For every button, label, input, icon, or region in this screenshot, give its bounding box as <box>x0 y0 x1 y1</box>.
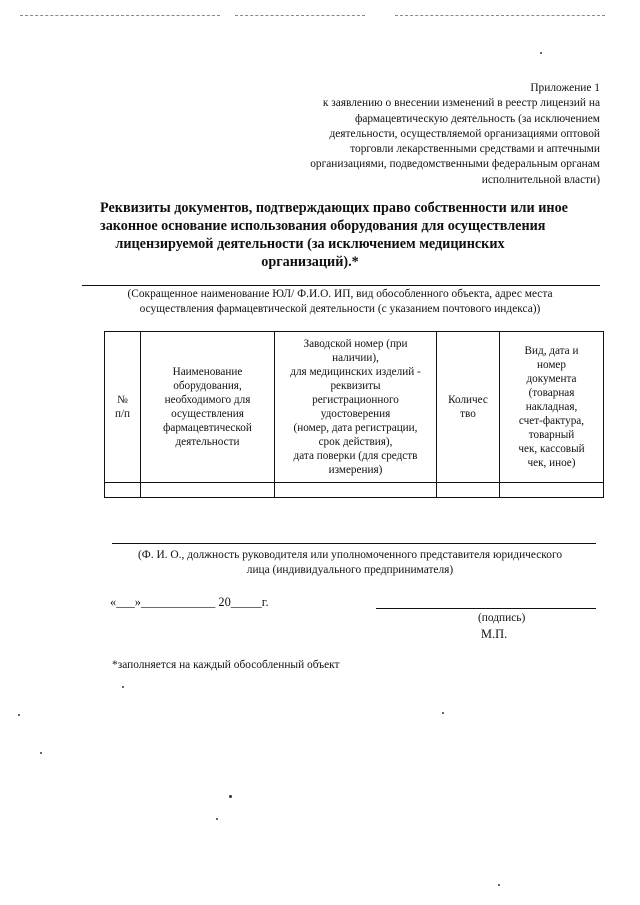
signature-line[interactable] <box>376 608 596 609</box>
caption-line: лица (индивидуального предпринимателя) <box>246 564 454 576</box>
table-row <box>105 483 604 498</box>
date-field[interactable]: «___»____________ 20_____г. <box>110 595 269 609</box>
signer-fill-line[interactable] <box>112 543 596 544</box>
scan-top-line <box>395 15 605 16</box>
appendix-line: к заявлению о внесении изменений в реестр лицензий на <box>322 97 600 110</box>
header-number: № п/п <box>105 332 141 483</box>
title-line: лицензируемой деятельности (за исключением медицинских <box>115 236 505 252</box>
table-cell[interactable] <box>500 483 604 498</box>
title-line: организаций).* <box>261 254 359 270</box>
footnote: *заполняется на каждый обособленный объект <box>112 659 340 671</box>
appendix-line: деятельности, осуществляемой организациями оптовой <box>329 127 600 140</box>
table-cell[interactable] <box>141 483 275 498</box>
appendix-line: фармацевтическую деятельность (за исключением <box>354 112 600 125</box>
table-cell[interactable] <box>105 483 141 498</box>
scan-top-line <box>235 15 365 16</box>
table-header-row <box>105 332 604 483</box>
scan-speck <box>40 752 42 754</box>
signer-caption <box>100 548 600 578</box>
equipment-table <box>104 331 604 498</box>
header-document: Вид, дата и номер документа (товарная накладная, счет-фактура, товарный чек, кассовый чек, иное) <box>500 332 604 483</box>
caption-line: осуществления фармацевтической деятельности (с указанием почтового индекса)) <box>139 303 541 315</box>
scan-speck <box>18 714 20 716</box>
scan-speck <box>216 818 218 820</box>
scan-speck <box>442 712 444 714</box>
stamp-mark: М.П. <box>481 627 508 641</box>
scan-top-line <box>20 15 220 16</box>
table-cell[interactable] <box>437 483 500 498</box>
entity-caption <box>90 287 590 317</box>
entity-fill-line[interactable] <box>82 285 600 286</box>
appendix-line: Приложение 1 <box>530 82 600 94</box>
caption-line: (Ф. И. О., должность руководителя или уполномоченного представителя юридического <box>137 549 563 561</box>
caption-line: (Сокращенное наименование ЮЛ/ Ф.И.О. ИП, вид обособленного объекта, адрес места <box>127 288 553 300</box>
signature-label: (подпись) <box>478 612 526 624</box>
title-line: законное основание использования оборудования для осуществления <box>100 218 546 234</box>
header-equipment-name: Наименование оборудования, необходимого для осуществления фармацевтической деятельности <box>141 332 275 483</box>
scan-speck <box>122 686 124 688</box>
appendix-line: торговли лекарственными средствами и аптечными <box>350 143 600 156</box>
header-quantity: Количес тво <box>437 332 500 483</box>
appendix-line: исполнительной власти) <box>481 173 600 186</box>
document-title <box>100 199 568 271</box>
scan-speck <box>540 52 542 54</box>
header-serial-number: Заводской номер (при наличии), для медицинских изделий - реквизиты регистрационного удостоверения (номер, дата регистрации, срок действия), дата поверки (для средств измерения) <box>275 332 437 483</box>
table-cell[interactable] <box>275 483 437 498</box>
appendix-line: организациями, подведомственными федеральным органам <box>310 158 600 171</box>
appendix-note <box>270 81 600 188</box>
scan-speck <box>229 795 232 798</box>
title-line: Реквизиты документов, подтверждающих право собственности или иное <box>100 200 568 216</box>
scan-speck <box>498 884 500 886</box>
